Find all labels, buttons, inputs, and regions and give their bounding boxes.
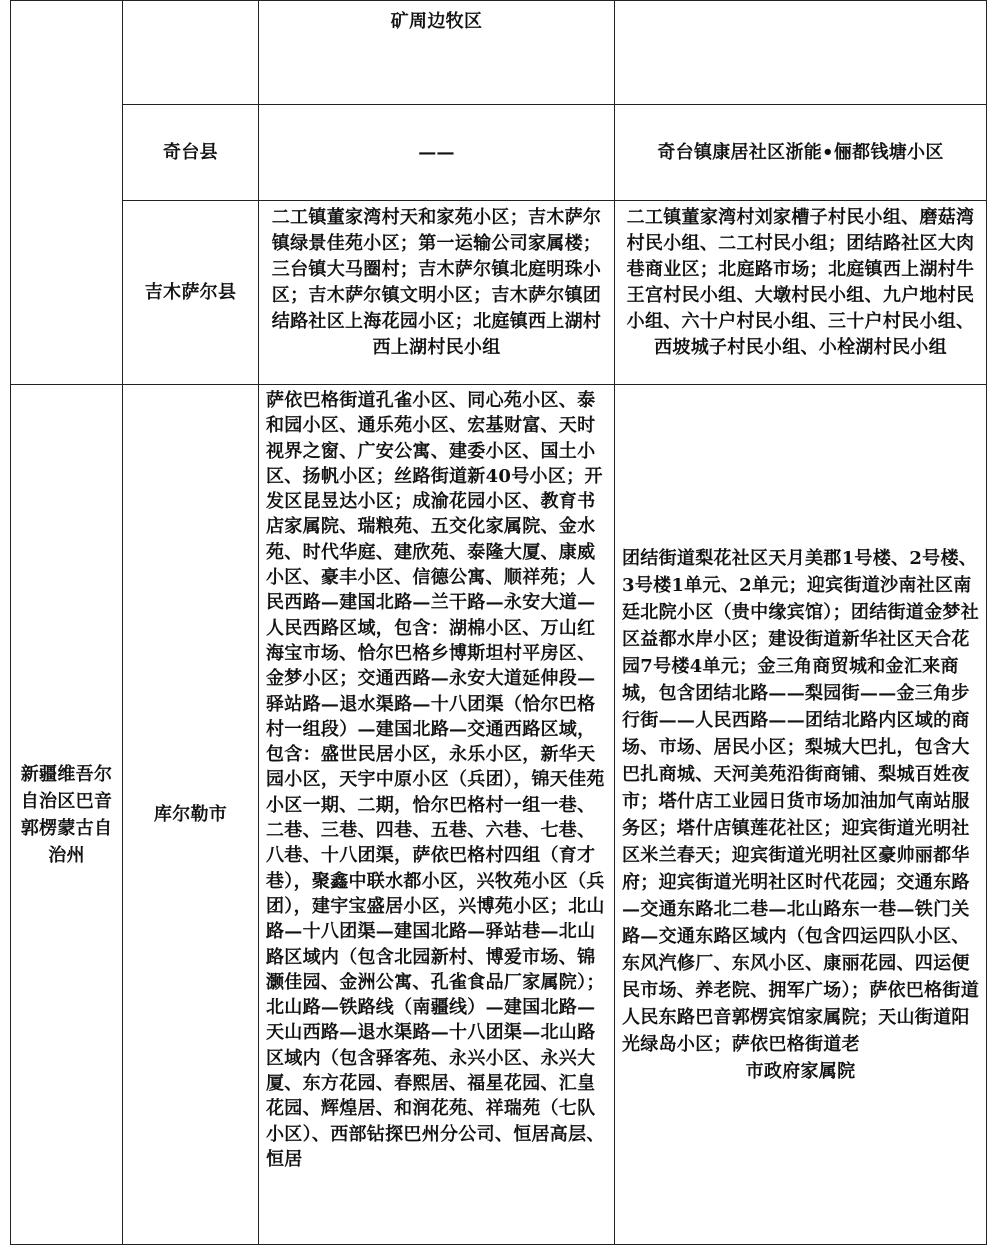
- table-row: [11, 1, 987, 105]
- risk-area-table-page: [10, 0, 986, 1245]
- risk-area-table: [10, 0, 987, 1245]
- medium-risk-cell: [615, 385, 987, 1245]
- high-risk-cell: 矿周边牧区: [259, 1, 615, 105]
- high-risk-cell: 萨依巴格街道孔雀小区、同心苑小区、泰和园小区、通乐苑小区、宏基财富、天时视界之窗、广安公寓、建委小区、国土小区、扬帆小区；丝路街道新40号小区；开发区昆昱达小区；成渝花园小区、教育书店家属院、瑞粮苑、五交化家属院、金水苑、时代华庭、建欣苑、泰隆大厦、康威小区、豪丰小区、信德公寓、顺祥苑；人民西路—建国北路—兰干路—永安大道—人民西路区域，包含：湖棉小区、万山红海宝市场、恰尔巴格乡博斯坦村平房区、金梦小区；交通西路—永安大道延伸段—驿站路—退水渠路—十八团渠（恰尔巴格村一组段）—建国北路—交通西路区域，包含：盛世民居小区，永乐小区，新华天园小区，天宇中原小区（兵团），锦天佳苑小区一期、二期，恰尔巴格村一组一巷、二巷、三巷、四巷、五巷、六巷、七巷、八巷、十八团渠，萨依巴格村四组（育才巷），聚鑫中联水都小区，兴牧苑小区（兵团），建宇宝盛居小区，兴博苑小区；北山路—十八团渠—建国北路—驿站巷—北山路区域内（包含北园新村、博爱市场、锦灏佳园、金洲公寓、孔雀食品厂家属院）；北山路—铁路线（南疆线）—建国北路—天山西路—退水渠路—十八团渠—北山路区域内（包含驿客苑、永兴小区、永兴大厦、东方花园、春熙居、福星花园、汇皇花园、辉煌居、和润花苑、祥瑞苑（七队小区）、西部钻探巴州分公司、恒居高层、恒居: [259, 385, 615, 1245]
- area-cell: [123, 1, 259, 105]
- district-cell-empty: [11, 1, 123, 385]
- area-cell: 库尔勒市: [123, 385, 259, 1245]
- area-cell: 奇台县: [123, 105, 259, 201]
- medium-risk-text: 团结街道梨花社区天月美郡1号楼、2号楼、3号楼1单元、2单元；迎宾街道沙南社区南廷北院小区（贵中缘宾馆）；团结街道金梦社区益都水岸小区；建设街道新华社区天合花园7号楼4单元；金三角商贸城和金汇来商城，包含团结北路——梨园街——金三角步行街——人民西路——团结北路内区域的商场、市场、居民小区；梨城大巴扎，包含大巴扎商城、天河美苑沿街商铺、梨城百姓夜市；塔什店工业园日货市场加油加气南站服务区；塔什店镇莲花社区；迎宾街道光明社区米兰春天；迎宾街道光明社区豪帅丽都华府；迎宾街道光明社区时代花园；交通东路—交通东路北二巷—北山路东一巷—铁门关路—交通东路区域内（包含四运四队小区、东风汽修厂、东风小区、康丽花园、四运便民市场、养老院、拥军广场）；萨依巴格街道人民东路巴音郭楞宾馆家属院；天山街道阳光绿岛小区；萨依巴格街道老: [622, 547, 979, 1055]
- medium-risk-text-tail: 市政府家属院: [745, 1060, 856, 1082]
- table-row: [11, 201, 987, 385]
- medium-risk-cell: [615, 1, 987, 105]
- table-row: [11, 385, 987, 1245]
- district-cell: 新疆维吾尔自治区巴音郭楞蒙古自治州: [11, 385, 123, 1245]
- area-cell: 吉木萨尔县: [123, 201, 259, 385]
- medium-risk-cell: 奇台镇康居社区浙能•俪都钱塘小区: [615, 105, 987, 201]
- high-risk-cell: 二工镇董家湾村天和家苑小区；吉木萨尔镇绿景佳苑小区；第一运输公司家属楼；三台镇大马圈村；吉木萨尔镇北庭明珠小区；吉木萨尔镇文明小区；吉木萨尔镇团结路社区上海花园小区；北庭镇西上湖村西上湖村民小组: [259, 201, 615, 385]
- table-row: [11, 105, 987, 201]
- medium-risk-cell: 二工镇董家湾村刘家槽子村民小组、磨菇湾村民小组、二工村民小组；团结路社区大肉巷商业区；北庭路市场；北庭镇西上湖村牛王宫村民小组、大墩村民小组、九户地村民小组、六十户村民小组、三十户村民小组、西坡城子村民小组、小栓湖村民小组: [615, 201, 987, 385]
- high-risk-cell: ——: [259, 105, 615, 201]
